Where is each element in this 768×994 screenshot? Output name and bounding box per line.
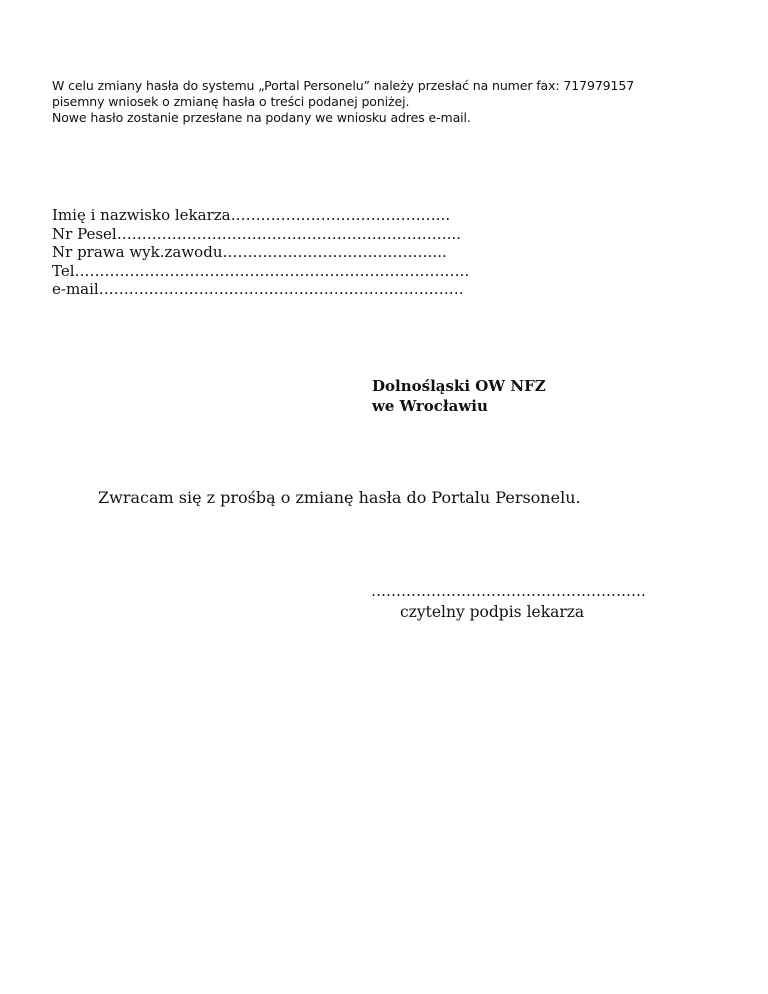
instructions-line-2: pisemny wniosek o zmianę hasła o treści podanej poniżej. — [52, 94, 410, 109]
instructions-paragraph — [52, 78, 742, 126]
recipient-line-1: Dolnośląski OW NFZ — [372, 377, 546, 395]
applicant-fields — [52, 206, 472, 299]
signature-line: ………………………………………………. — [371, 582, 646, 600]
recipient-block — [372, 376, 546, 416]
instructions-line-3: Nowe hasło zostanie przesłane na podany we wniosku adres e-mail. — [52, 110, 471, 125]
field-pesel: Nr Pesel…………………………………………………………... — [52, 224, 462, 243]
request-text: Zwracam się z prośbą o zmianę hasła do Portalu Personelu. — [98, 488, 581, 507]
field-license: Nr prawa wyk.zawodu……………………………………... — [52, 243, 447, 261]
recipient-line-2: we Wrocławiu — [372, 397, 488, 415]
field-name: Imię i nazwisko lekarza…………………………………….. — [52, 206, 451, 224]
field-tel: Tel……………………………………………………………………. — [52, 261, 470, 280]
instructions-line-1: W celu zmiany hasła do systemu „Portal Personelu” należy przesłać na numer fax: 717979157 — [52, 78, 635, 93]
field-email: e-mail………………………………………………………………. — [52, 280, 464, 298]
signature-caption: czytelny podpis lekarza — [400, 603, 585, 621]
